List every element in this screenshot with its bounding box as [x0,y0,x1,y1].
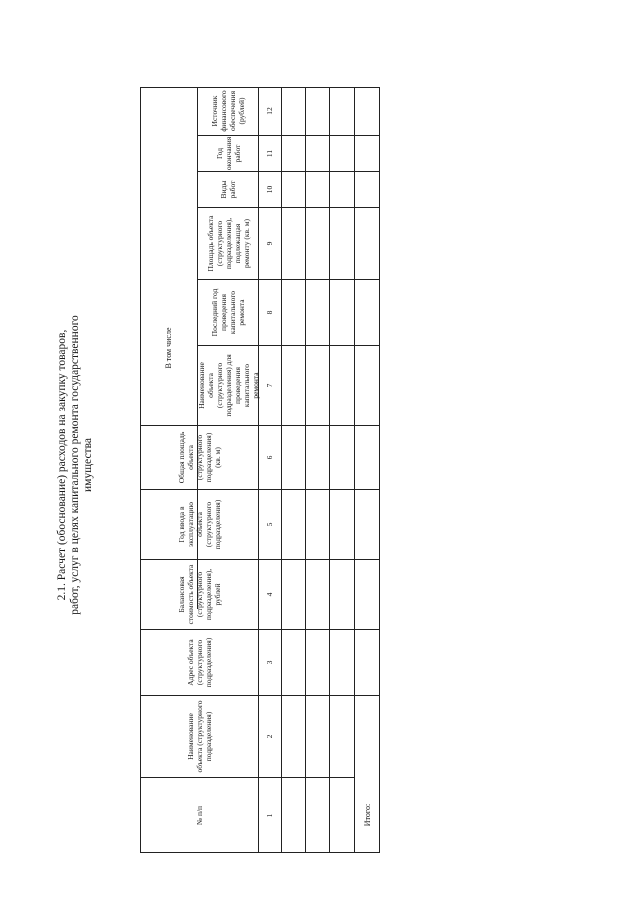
col-header-6: Общая площадь объекта (структурного подразделения) (кв. м) [140,425,258,489]
col-header-3: Адрес объекта (структурного подразделения) [140,629,258,695]
group-header: В том числе [140,87,198,609]
title-line-1: 2.1. Расчет (обоснование) расходов на закупку товаров, [56,329,68,601]
col-num-4: 4 [258,559,281,629]
col-num-3: 3 [258,629,281,695]
col-header-7: Наименование объекта (структурного подразделения) для проведения капитального ремонта [198,345,258,425]
data-cell [281,207,380,279]
col-header-5: Год ввода в эксплуатацию объекта (структурного подразделения) [140,489,258,559]
col-header-1: № п/п [140,777,258,853]
col-num-6: 6 [258,425,281,489]
data-cell [281,695,380,777]
data-cell [281,135,380,171]
col-num-10: 10 [258,171,281,207]
data-cell [281,629,380,695]
col-num-9: 9 [258,207,281,279]
data-cell [281,279,380,345]
title-line-2: работ, услуг в целях капитального ремонта государственного [69,315,81,615]
col-header-10: Виды работ [198,171,258,207]
data-cell [281,559,380,629]
col-num-12: 12 [265,107,274,115]
col-header-4: Балансовая стоимость объекта (структурного подразделения), рублей [140,559,258,629]
col-num-5: 5 [258,489,281,559]
col-header-2: Наименование объекта (структурного подразделения) [140,695,258,777]
col-num-2: 2 [258,695,281,777]
col-header-12: Источник финансового обеспечения (рублей) [210,90,246,132]
col-num-1: 1 [258,777,281,853]
total-label: Итого: [362,803,372,827]
col-header-8: Последний год проведения капитального ремонта [198,279,258,345]
title-line-3: имущества [82,438,94,492]
data-cell [281,777,354,853]
col-header-11: Год окончания работ [198,135,258,171]
col-header-9: Площадь объекта (структурного подразделения), подлежащая ремонту (кв. м) [198,207,258,279]
data-cell [281,345,380,425]
document-title [56,115,95,815]
data-cell [281,489,380,559]
col-num-7: 7 [258,345,281,425]
col-num-8: 8 [258,279,281,345]
col-num-11: 11 [258,135,281,171]
data-cell [281,425,380,489]
data-cell [281,171,380,207]
